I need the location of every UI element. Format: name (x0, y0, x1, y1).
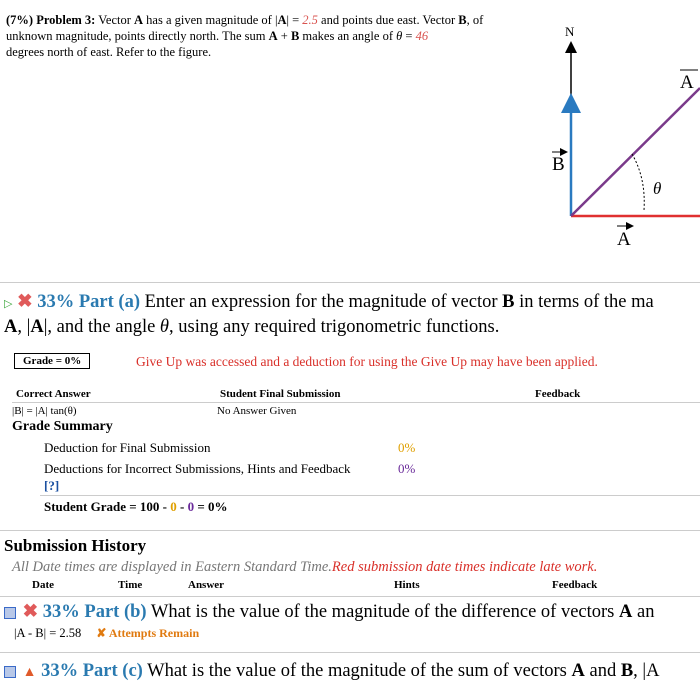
divider (0, 282, 700, 283)
col-hints: Hints (394, 579, 420, 591)
part-c-label[interactable]: 33% Part (c) (41, 661, 143, 681)
expand-box-icon[interactable] (4, 607, 16, 619)
theta-arc (632, 154, 644, 210)
col-date: Date (32, 579, 54, 591)
divider (0, 652, 700, 653)
student-answer: No Answer Given (217, 405, 297, 417)
student-grade: Student Grade = 100 - 0 - 0 = 0% (44, 499, 228, 514)
col-answer: Answer (188, 579, 225, 591)
part-c-header: ▲ 33% Part (c) What is the value of the magnitude of the sum of vectors A and B, |A (4, 659, 660, 685)
col-student-submission: Student Final Submission (220, 388, 341, 400)
submission-note: All Date times are displayed in Eastern Standard Time.Red submission date times indicate late work. (12, 559, 598, 575)
sum-label: A (680, 72, 694, 93)
deduction-final-value: 0% (398, 440, 416, 455)
theta-label: θ (653, 179, 662, 198)
col-time: Time (118, 579, 143, 591)
part-b-header: ✖ 33% Part (b) What is the value of the magnitude of the difference of vectors A an (4, 600, 654, 625)
correct-answer: |B| = |A| tan(θ) (12, 405, 77, 417)
deduction-final-label: Deduction for Final Submission (44, 440, 211, 455)
part-a-label[interactable]: 33% Part (a) (37, 292, 140, 312)
vector-figure (540, 18, 700, 250)
north-label: N (565, 24, 575, 39)
col-correct-answer: Correct Answer (16, 388, 91, 400)
part-a-header: ▷ ✖ 33% Part (a) Enter an expression for the magnitude of vector B in terms of the ma (4, 292, 654, 312)
grade-summary-title: Grade Summary (12, 419, 113, 434)
expand-box-icon[interactable] (4, 666, 16, 678)
attempts-remain: ✘ Attempts Remain (96, 626, 200, 640)
help-link[interactable]: [?] (44, 478, 60, 493)
col-feedback-history: Feedback (552, 579, 598, 591)
deduction-incorrect-label: Deductions for Incorrect Submissions, Hints and Feedback (44, 461, 351, 476)
warning-triangle-icon: ▲ (22, 665, 37, 680)
summary-divider (40, 495, 700, 496)
problem-intro: (7%) Problem 3: (6, 13, 96, 27)
magnitude-value: 2.5 (302, 13, 318, 27)
b-label: B (552, 154, 565, 175)
divider (0, 530, 700, 531)
vector-sum-arrow (571, 88, 700, 216)
part-a-line2: A, |A|, and the angle θ, using any required trigonometric functions. (4, 317, 500, 337)
part-b-label[interactable]: 33% Part (b) (42, 602, 147, 622)
part-b-answer: |A - B| = 2.58 ✘ Attempts Remain (14, 626, 200, 640)
col-feedback: Feedback (535, 388, 581, 400)
collapse-triangle-icon[interactable]: ▷ (4, 298, 13, 310)
angle-value: 46 (415, 29, 429, 43)
a-label: A (617, 229, 631, 250)
incorrect-x-icon: ✖ (22, 602, 39, 622)
giveup-notice: Give Up was accessed and a deduction for using the Give Up may have been applied. (136, 354, 598, 369)
submission-history-title: Submission History (4, 536, 147, 555)
incorrect-x-icon: ✖ (17, 292, 33, 312)
table-divider (12, 402, 700, 403)
grade-box: Grade = 0% (14, 353, 90, 369)
divider (0, 596, 700, 597)
problem-statement: (7%) Problem 3: Vector A has a given magnitude of |A| = 2.5 and points due east. Vector B, of unknown magnitude, points directly north. The sum A + B makes an angle of θ = 46 degrees north of east. Refer to the figure. (6, 13, 484, 59)
deduction-incorrect-value: 0% (398, 461, 416, 476)
